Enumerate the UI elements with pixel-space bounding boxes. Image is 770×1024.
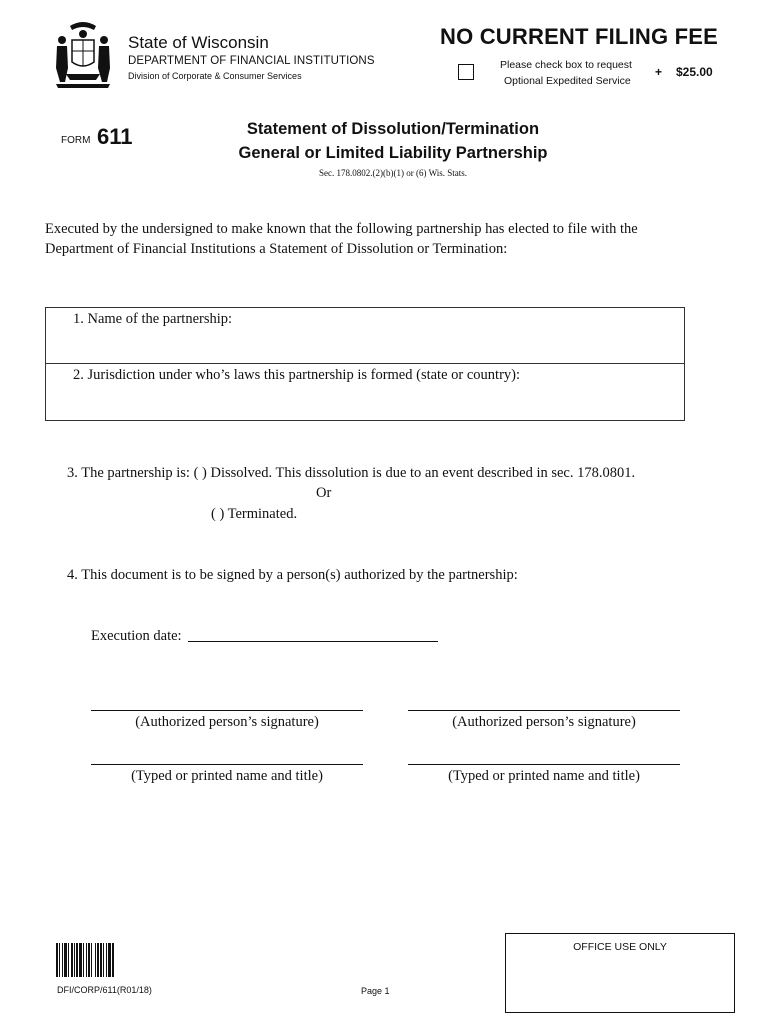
plus-sign: + bbox=[655, 65, 663, 79]
form-code: DFI/CORP/611(R01/18) bbox=[57, 985, 152, 995]
form-label: FORM bbox=[61, 135, 91, 146]
expedite-fee: $25.00 bbox=[676, 65, 713, 79]
no-fee-heading: NO CURRENT FILING FEE bbox=[440, 24, 718, 49]
page-number: Page 1 bbox=[361, 986, 390, 996]
signature-caption-1: (Authorized person’s signature) bbox=[135, 714, 319, 730]
office-use-label: OFFICE USE ONLY bbox=[573, 941, 667, 953]
expedite-text-line1: Please check box to request bbox=[500, 59, 632, 71]
name-caption-1: (Typed or printed name and title) bbox=[131, 768, 323, 784]
form-title-line1: Statement of Dissolution/Termination bbox=[246, 120, 540, 138]
box-divider bbox=[45, 363, 685, 364]
signature-line-2[interactable] bbox=[408, 710, 680, 711]
state-name: State of Wisconsin bbox=[128, 33, 269, 52]
intro-line1: Executed by the undersigned to make known that the following partnership has elected to file with the bbox=[45, 221, 638, 237]
name-caption-2: (Typed or printed name and title) bbox=[448, 768, 640, 784]
signature-line-1[interactable] bbox=[91, 710, 363, 711]
barcode-icon bbox=[56, 943, 132, 977]
expedite-checkbox[interactable] bbox=[458, 64, 474, 80]
intro-line2: Department of Financial Institutions a Statement of Dissolution or Termination: bbox=[45, 241, 508, 257]
form-title-line2: General or Limited Liability Partnership bbox=[238, 144, 548, 162]
jurisdiction-field[interactable]: 2. Jurisdiction under who’s laws this partnership is formed (state or country): bbox=[73, 367, 521, 383]
partnership-name-field[interactable]: 1. Name of the partnership: bbox=[73, 311, 233, 327]
or-label: Or bbox=[316, 485, 332, 501]
department-name: DEPARTMENT OF FINANCIAL INSTITUTIONS bbox=[128, 55, 375, 67]
signing-instruction: 4. This document is to be signed by a person(s) authorized by the partnership: bbox=[67, 567, 518, 583]
signature-caption-2: (Authorized person’s signature) bbox=[452, 714, 636, 730]
name-line-2[interactable] bbox=[408, 764, 680, 765]
state-seal-icon bbox=[52, 18, 114, 90]
form-number: 611 bbox=[97, 124, 133, 149]
expedite-text-line2: Optional Expedited Service bbox=[504, 75, 631, 87]
dissolved-option[interactable]: 3. The partnership is: ( ) Dissolved. This dissolution is due to an event described in sec. 178.0801. bbox=[67, 465, 636, 481]
name-line-1[interactable] bbox=[91, 764, 363, 765]
execution-date-label: Execution date: bbox=[91, 628, 182, 644]
execution-date-field[interactable] bbox=[188, 641, 438, 642]
terminated-option[interactable]: ( ) Terminated. bbox=[211, 506, 298, 522]
division-name: Division of Corporate & Consumer Services bbox=[128, 71, 302, 81]
statute-reference: Sec. 178.0802.(2)(b)(1) or (6) Wis. Stats. bbox=[319, 168, 467, 178]
